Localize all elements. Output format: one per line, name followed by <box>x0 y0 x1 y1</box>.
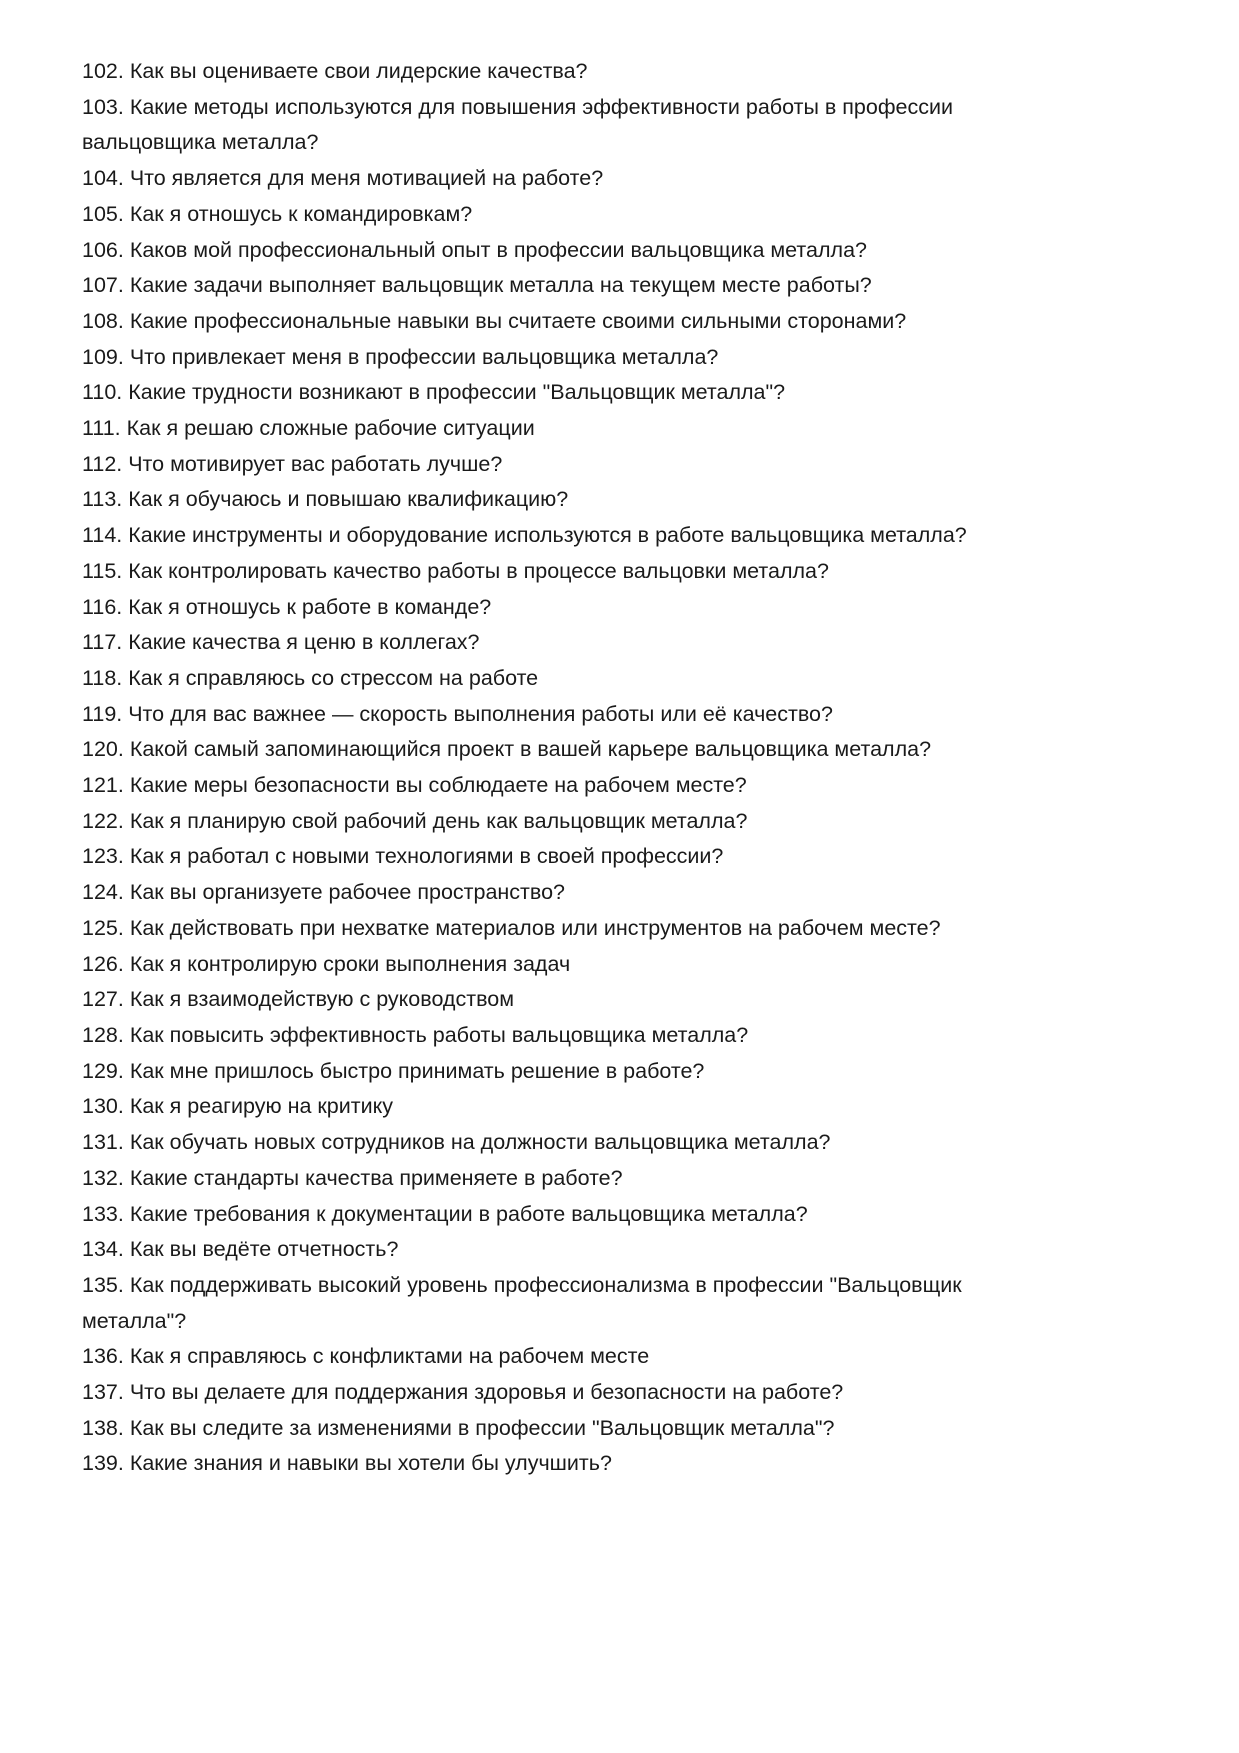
question-item: 126. Как я контролирую сроки выполнения задач <box>82 951 571 976</box>
question-item: 132. Какие стандарты качества применяете в работе? <box>82 1165 623 1190</box>
question-item: 107. Какие задачи выполняет вальцовщик металла на текущем месте работы? <box>82 273 872 298</box>
question-item: 113. Как я обучаюсь и повышаю квалификацию? <box>82 487 569 512</box>
question-item: 117. Какие качества я ценю в коллегах? <box>82 630 480 655</box>
question-item: 128. Как повысить эффективность работы вальцовщика металла? <box>82 1022 749 1047</box>
question-item: 138. Как вы следите за изменениями в профессии "Вальцовщик металла"? <box>82 1415 835 1440</box>
question-item: 118. Как я справляюсь со стрессом на работе <box>82 665 539 690</box>
question-item: 114. Какие инструменты и оборудование используются в работе вальцовщика металла? <box>82 523 967 548</box>
question-item: 133. Какие требования к документации в работе вальцовщика металла? <box>82 1201 808 1226</box>
question-item: 112. Что мотивирует вас работать лучше? <box>82 451 503 476</box>
question-item: 104. Что является для меня мотивацией на работе? <box>82 166 604 191</box>
question-item: 134. Как вы ведёте отчетность? <box>82 1237 399 1262</box>
question-item: 135. Как поддерживать высокий уровень профессионализма в профессии "Вальцовщик металла"? <box>82 1272 962 1333</box>
question-item: 122. Как я планирую свой рабочий день как вальцовщик металла? <box>82 808 748 833</box>
question-item: 137. Что вы делаете для поддержания здоровья и безопасности на работе? <box>82 1380 844 1405</box>
question-item: 130. Как я реагирую на критику <box>82 1094 394 1119</box>
question-item: 131. Как обучать новых сотрудников на должности вальцовщика металла? <box>82 1130 831 1155</box>
question-item: 102. Как вы оцениваете свои лидерские качества? <box>82 59 588 83</box>
question-item: 121. Какие меры безопасности вы соблюдаете на рабочем месте? <box>82 773 747 798</box>
question-item: 125. Как действовать при нехватке материалов или инструментов на рабочем месте? <box>82 915 941 940</box>
question-item: 139. Какие знания и навыки вы хотели бы улучшить? <box>82 1451 612 1476</box>
question-item: 115. Как контролировать качество работы в процессе вальцовки металла? <box>82 558 829 583</box>
question-item: 110. Какие трудности возникают в профессии "Вальцовщик металла"? <box>82 380 786 405</box>
question-item: 116. Как я отношусь к работе в команде? <box>82 594 492 619</box>
question-item: 103. Какие методы используются для повышения эффективности работы в профессии вальцовщика металла? <box>82 94 953 155</box>
question-item: 120. Какой самый запоминающийся проект в вашей карьере вальцовщика металла? <box>82 737 932 762</box>
question-item: 127. Как я взаимодействую с руководством <box>82 987 514 1012</box>
question-item: 119. Что для вас важнее — скорость выполнения работы или её качество? <box>82 701 833 726</box>
question-item: 105. Как я отношусь к командировкам? <box>82 201 473 226</box>
question-item: 129. Как мне пришлось быстро принимать решение в работе? <box>82 1058 705 1083</box>
question-list <box>82 54 1007 1482</box>
question-item: 108. Какие профессиональные навыки вы считаете своими сильными сторонами? <box>82 308 907 333</box>
question-item: 123. Как я работал с новыми технологиями в своей профессии? <box>82 844 724 869</box>
question-item: 106. Каков мой профессиональный опыт в профессии вальцовщика металла? <box>82 237 867 262</box>
question-item: 124. Как вы организуете рабочее пространство? <box>82 880 565 905</box>
question-item: 136. Как я справляюсь с конфликтами на рабочем месте <box>82 1344 650 1369</box>
question-item: 109. Что привлекает меня в профессии вальцовщика металла? <box>82 344 719 369</box>
question-item: 111. Как я решаю сложные рабочие ситуации <box>82 416 535 441</box>
